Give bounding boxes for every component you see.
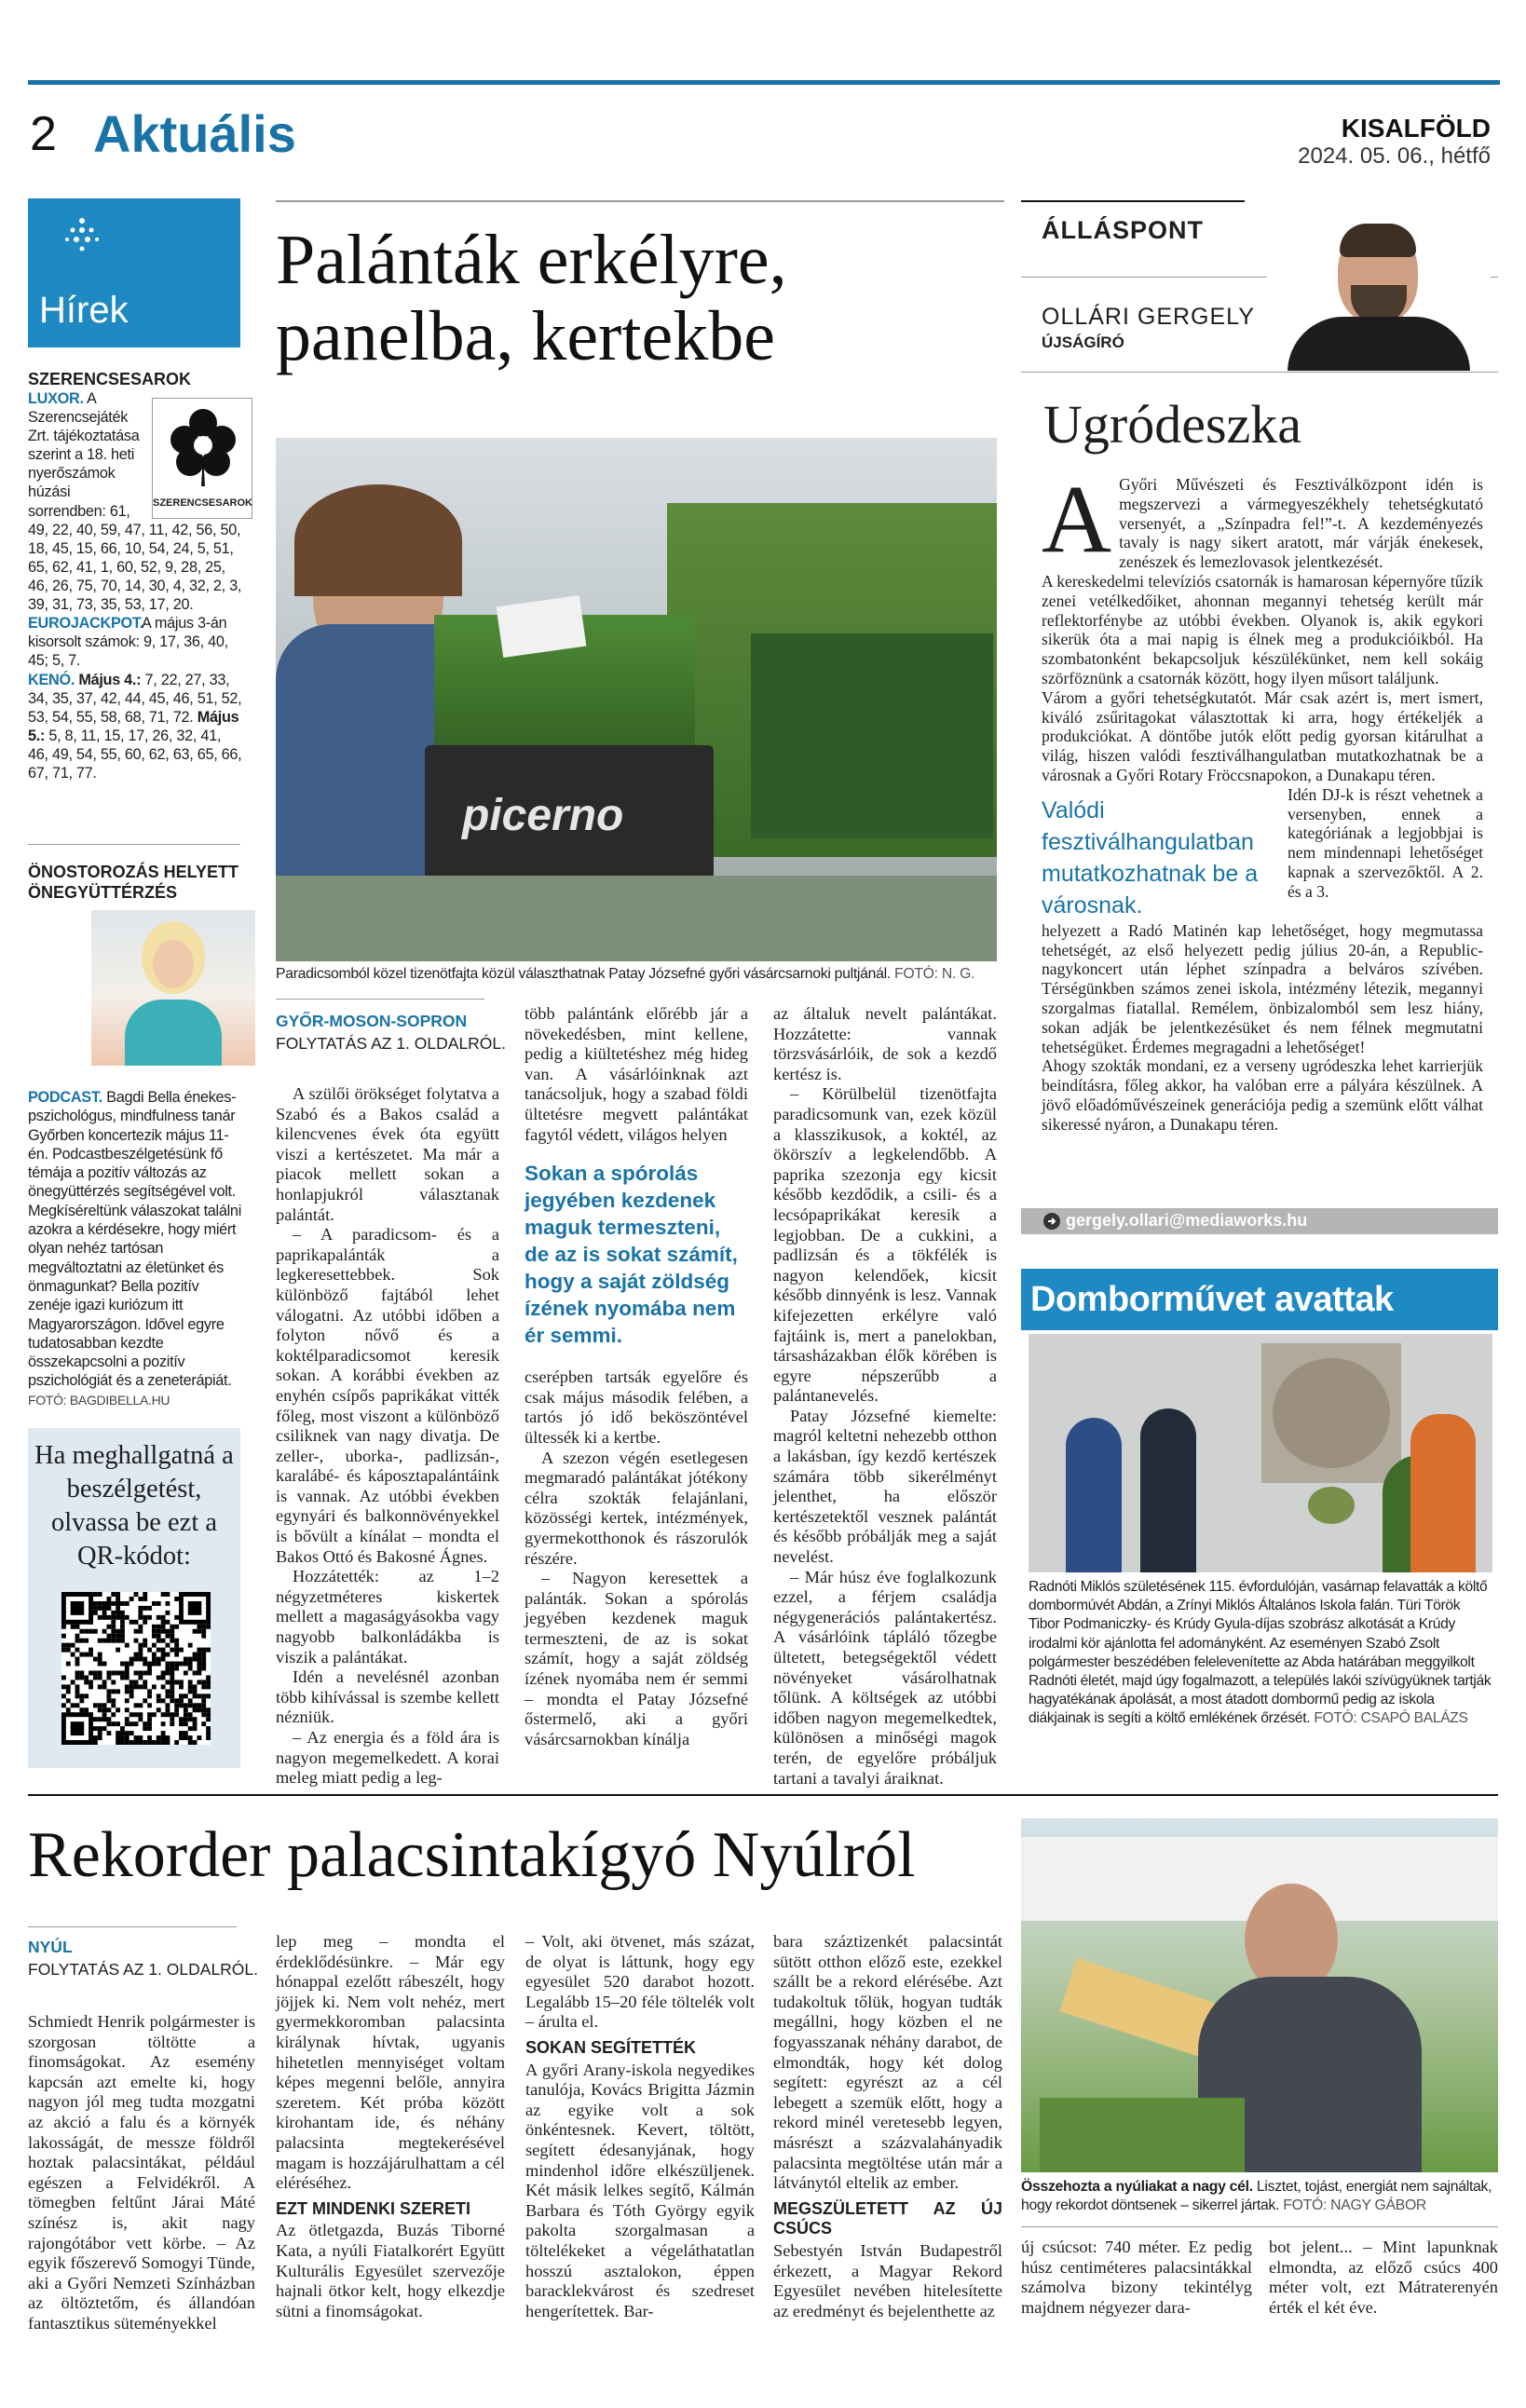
podcast-credit: FOTÓ: BAGDIBELLA.HU xyxy=(28,1392,170,1408)
luxor-label: LUXOR. xyxy=(28,390,84,407)
allaspont-intro: Győri Művészeti és Fesztiválközpont idén is megszervezi a vármegyeszékhely tehetségkutató versenyét, a „Színpadra fel!”-t. A kezdeményezés tavaly is nagy sikert aratott, már várják énekesek, zenészek és lemezlovasok jelentkezését. xyxy=(1119,475,1483,572)
bottom-headline: Rekorder palacsintakígyó Nyúlról xyxy=(28,1819,916,1891)
divider xyxy=(28,844,240,845)
hirek-box xyxy=(28,198,240,347)
allaspont-body xyxy=(1042,466,1483,1135)
keno-nums2: 5, 8, 11, 15, 17, 26, 32, 41, 46, 49, 54, 55, 60, 62, 63, 65, 66, 67, 71, 77. xyxy=(28,727,242,782)
allaspont-label: ÁLLÁSPONT xyxy=(1042,216,1204,244)
main-caption-text: Paradicsomból közel tizenötfajta közül választhatnak Patay Józsefné győri vásárcsarnoki pultjánál. xyxy=(276,966,891,982)
main-col1-p2: – A paradicsom- és a paprikapalánták a legkeresettebbek. Sok különböző fajtából lehet válogatni. Az utóbbi időben a folyton nővő és a koktélparadicsomot keresik sokan. A korábbi években az enyhén csípős paprikákat vitték főleg, most viszont a különböző csiliknek van nagy divatja. De zeller-, uborka-, padlizsán-, karalábé- és káposztapalántáink is vannak. Az utóbbi években egynyári és balkonnövényekkel is bővült a kínálat – mondta el Bakos Ottó és Bakosné Ágnes. xyxy=(276,1225,499,1566)
section-title: Aktuális xyxy=(93,104,296,163)
author-email[interactable]: gergely.ollari@mediaworks.hu xyxy=(1066,1211,1308,1230)
bottom-col2-p2: Az ötletgazda, Buzás Tiborné Kata, a nyúli Fiatalkorért Együtt Kulturális Egyesület szervezője hajnali ötkor kelt, hogy elkezdje sütni a finomságokat. xyxy=(276,2221,505,2320)
dombormu-banner xyxy=(1021,1269,1498,1330)
main-caption xyxy=(276,965,1002,984)
bottom-col1-p1: Schmiedt Henrik polgármester is szorgosan töltötte a finomságokat. Az esemény kapcsán azt emelte ki, hogy nagyon jól meg tudta mozgatni az akció a falu és a környék lakosságát, de messze földről hoztak palacsintákat, például egészen a Felvidékről. A tömegben feltűnt Járai Máté színész is, akit nagy rajongótábor vett körbe. – Az egyik főszerevő Somogyi Tünde, aki a Győri Nemzeti Színházban az öltöztetőm, és állandóan fantasztikus süteményekkel xyxy=(28,2012,255,2333)
main-col3-p4: – Már húsz éve foglalkozunk ezzel, a férjem családja négygenerációs palántakertész. A vásárlóink tápláló tőzegbe ültetett, betegségektől védett növényeket vásárolhatnak tőlünk. A költségek az utóbbi időben nagyon megemelkedtek, különösen a minőségi magok terén, de egyelőre próbáljuk tartani a tavalyi áraiknat. xyxy=(773,1567,997,1788)
main-col1-p3: Hozzátették: az 1–2 négyzetméteres kiskertek mellett a magaságyásokba vagy nagyobb balkonládákba is viszik a palántákat. xyxy=(276,1567,499,1667)
keno-nums1: 7, 22, 27, 33, 34, 35, 37, 42, 44, 45, 46, 51, 52, 53, 54, 55, 58, 68, 71, 72. xyxy=(28,671,242,726)
keno-label: KENÓ. xyxy=(28,671,75,688)
allaspont-author: OLLÁRI GERGELY xyxy=(1042,304,1255,330)
qr-code[interactable] xyxy=(61,1592,211,1745)
arrow-circle-icon xyxy=(1043,1213,1060,1230)
bottom-continued: FOLYTATÁS AZ 1. OLDALRÓL. xyxy=(28,1960,259,1979)
dombormu-credit: FOTÓ: CSAPÓ BALÁZS xyxy=(1314,1710,1468,1727)
allaspont-p3: helyezett a Radó Matinén kap lehetőséget, hogy megmutassa tehetségét, az első helyezett pedig július 20-án, a Republic-nagykoncert után léphet színpadra a belváros szívében. Térségünkben számos zenei iskola, intézmény létezik, megannyi szorgalmas fiatallal. Remélem, önbizalomból sem lesz hiány, sokan adják be jelentkezésüket és nem félnek megmutatni tehetségüket. Érdemes megragadni a lehetőséget! xyxy=(1042,920,1483,1056)
main-continued: FOLYTATÁS AZ 1. OLDALRÓL. xyxy=(276,1034,507,1053)
bottom-col2-p1: lep meg – mondta el érdeklődésünkre. – Már egy hónappal ezelőtt rábeszélt, hogy jöjjek ki. Nem volt nehéz, mert gyermekkoromban palacsinta királynak hívtak, ugyanis hihetetlen mennyiséget voltam képes megenni belőle, annyira szeretem. Két próba között kirohantam ide, és néhány palacsinta megtekerésével magam is hozzájárulhattam a cél eléréséhez. xyxy=(276,1932,505,2193)
dombormu-caption xyxy=(1029,1578,1494,1729)
page-number: 2 xyxy=(30,107,57,161)
podcast-text: Bagdi Bella énekes-pszichológus, mindfulness tanár Győrben koncertezik május 11-én. Podcastbeszélgetésünk fő témája a pozitív változás az önegyüttérzés segítségével volt. Megkíséreltünk válaszokat találni azokra a kérdésekre, hogy miért olyan nehéz tartósan megváltoztatni az életünket és önmagunkat? Bella pozitív zenéje igazi kuriózum itt Magyarországon. Idővel egyre tudatosabban kezdte összekapcsolni a pozitív pszichológiát és a zeneterápiát. xyxy=(28,1089,242,1390)
bottom-col4 xyxy=(773,1932,1002,2321)
bagdi-bella-photo xyxy=(91,910,255,1066)
palacsinta-credit: FOTÓ: NAGY GÁBOR xyxy=(1283,2197,1427,2214)
allaspont-p2b: Idén DJ-k is részt vehetnek a versenyben, ennek a kategóriának a legjobbjai is nem mindennapi lehetőséget kapnak a szervezőktől. A 2. és a 3. xyxy=(1288,784,1483,901)
qr-text: Ha meghallgatná a beszélgetést, olvassa be ezt a QR-kódot: xyxy=(34,1441,234,1571)
bottom-col3-subhead: SOKAN SEGÍTETTÉK xyxy=(525,2037,697,2057)
divider xyxy=(28,1794,1498,1796)
bottom-col2 xyxy=(276,1932,505,2321)
palacsinta-caption-text: Lisztet, tojást, energiát nem sajnáltak, hogy rekordot döntsenek – sikerrel jártak. xyxy=(1021,2179,1492,2214)
main-col3 xyxy=(773,1004,997,1789)
bottom-col3-p2: A győri Arany-iskola negyedikes tanulója, Kovács Brigitta Jázmin az egyike volt a sok önkéntesnek. Kevert, töltött, segített édesanyjának, hogy mindenhol időre elkészüljenek. Két másik lelkes segítő, Kálmán Barbara és Tóth György egyik pakolta szorgalmasan a töltelékeket a végeláthatatlan hosszú asztalokon, éppen baracklekvárost és szedreset hengerítettek. Bar- xyxy=(525,2060,755,2320)
bottom-col4-p1: bara száztizenkét palacsintát sütött otthon előző este, ezekkel szállt be a rekord elérésébe. Azt tudakoltuk tőlük, hogyan tudták megállni, hogy közben el ne fogyasszanak néhány darabot, de elmondták, hogy két dolog segített: egyrészt az a cél lebegett a szemük előtt, hogy a rekord minél veretesebb legyen, másrészt a százvalahányadik palacsinta megtöltése után már a látványtól eltelik az ember. xyxy=(773,1932,1002,2193)
allaspont-role: ÚJSÁGÍRÓ xyxy=(1042,333,1124,351)
main-col1 xyxy=(276,1084,499,1789)
divider xyxy=(276,200,1004,202)
dombormu-photo xyxy=(1029,1334,1492,1572)
main-headline: Palánták erkélyre, panelba, kertekbe xyxy=(276,221,787,375)
main-col2 xyxy=(525,1004,748,1749)
main-col1-p1: A szülői örökséget folytatva a Szabó és a Bakos család a kilencvenes évek óta együtt viszi a kertészetet. Ma már a piacok mellett sokan a honlapjukról választanak palántát. xyxy=(276,1084,499,1224)
szerencsesarok-title: SZERENCSESAROK xyxy=(28,370,192,388)
main-col3-p3: Patay Józsefné kiemelte: magról keltetni nehezebb otthon a lakásban, így kezdő kertészek számára több sikerélményt jelenthet, ha először kertészetektől vesznek palántát és később próbálják meg a saját nevelést. xyxy=(773,1406,997,1567)
hirek-label: Hírek xyxy=(39,290,129,331)
palacsinta-photo xyxy=(1021,1818,1498,2172)
allaspont-p4: Ahogy szokták mondani, ez a verseny ugródeszka lehet karrierjük beindításra, főleg akkor, ha valóban erre a pályára készülnek. A jövő előadóművészeinek generációja pedig a szemünk előtt válhat sikeressé nyáron, a Dunakapu téren. xyxy=(1042,1056,1483,1134)
bottom-col3 xyxy=(525,1932,755,2321)
szerencsesarok-body xyxy=(28,389,244,782)
main-col1-p5: – Az energia és a föld ára is nagyon megemelkedett. A korai meleg miatt pedig a leg- xyxy=(276,1728,499,1788)
szerencsesarok-logo-label: SZERENCSESAROK xyxy=(153,497,252,509)
main-col2-p2: cserépben tartsák egyelőre és csak május második felében, a tartós jó idő beköszöntével ültessék ki a kertbe. xyxy=(525,1367,748,1447)
issue-date: 2024. 05. 06., hétfő xyxy=(1298,143,1491,169)
main-col1-p4: Idén a nevelésnél azonban több kihívással is szembe kellett nézniük. xyxy=(276,1667,499,1727)
main-pullquote: Sokan a spórolás jegyében kezdenek maguk termeszteni, de az is sokat számít, hogy a saját zöldség ízének nyomába nem ér semmi. xyxy=(525,1162,738,1348)
dots-icon xyxy=(63,217,101,254)
keno-day2: Május 5.: xyxy=(28,708,239,744)
bottom-col6 xyxy=(1269,2238,1498,2318)
podcast-body xyxy=(28,1088,244,1409)
palacsinta-caption xyxy=(1021,2178,1498,2215)
divider xyxy=(28,1926,237,1927)
divider xyxy=(276,999,484,1000)
bottom-col5-p1: új csúcsot: 740 méter. Ez pedig húsz centiméteres palacsintákkal számolva bizony tekintélyg majdnem négyezer dara- xyxy=(1021,2238,1252,2317)
allaspont-p2: Várom a győri tehetségkutatót. Már csak azért is, mert ismert, kiváló zsűritagokat választottak ki arra, hogy értékeljék a produkciókat. A döntőbe jutók előtt pedig gyorsan kitárulhat a világ, hiszen valódi fesztiválhangulatban mutatkozhatnak be a városnak a Győri Rotary Fröccsnapokon, a Dunakapu téren. xyxy=(1042,687,1483,784)
podcast-label: PODCAST. xyxy=(28,1089,102,1106)
main-col3-p2: – Körülbelül tizenötfajta paradicsomunk van, ezek közül a klasszikusok, a koktél, az ökörszív a legkelendőbb. A paprika szezonja egy kicsit később kezdődik, a csili- és a lecsópaprikákat keresik a legjobban. De a cukkini, a padlizsán és a tökfélék is nagyon kelendőek, kicsit később dinnyénk is lesz. Vannak kifejezetten erkélyre való fajtáink is, mert a panelokban, társasházakban élők körében is egyre népszerűbb a palántanevelés. xyxy=(773,1084,997,1406)
bottom-col1 xyxy=(28,2012,255,2334)
seedlings-photo xyxy=(276,438,997,961)
bottom-col4-subhead: MEGSZÜLETETT AZ ÚJ CSÚCS xyxy=(773,2198,1002,2238)
keno-day1: Május 4.: xyxy=(78,671,142,688)
author-photo xyxy=(1267,212,1491,371)
qr-box xyxy=(28,1428,240,1768)
bottom-col5 xyxy=(1021,2238,1252,2318)
main-col2-p1: több palántánk előrébb jár a növekedésben, mint kellene, pedig a kiültetéshez még hideg van. A vásárlóinknak azt tanácsoljuk, hogy a szabad földi ültetésre megvett palántákat fagytól védett, világos helyen xyxy=(525,1004,748,1144)
euro-text: A május 3-án kisorsolt számok: 9, 17, 36, 40, 45; 5, 7. xyxy=(28,615,228,670)
bottom-col2-subhead: EZT MINDENKI SZERETI xyxy=(276,2198,471,2218)
allaspont-dropcap: A xyxy=(1042,466,1112,573)
allaspont-p1: A kereskedelmi televíziós csatornák is hamarosan képernyőre tűzik zenei vetélkedőiket, ahonnan megannyi tehetség került már reflektorfénybe az utóbbi években. Olyanok is, akik egykori sikerük óta a mai napig is élnek meg a produkcióikból. Ha szombatonként bekapcsoljuk készülékünket, nem kell sokáig szörföznünk a csatornák között, hogy ilyen műsort találjunk. xyxy=(1042,571,1483,687)
divider xyxy=(1021,2226,1498,2227)
bottom-col3-p1: – Volt, aki ötvenet, más százat, de olyat is láttunk, hogy egy egyesület 520 darabot hozott. Legalább 15–20 féle töltelék volt – árulta el. xyxy=(525,1932,755,2032)
euro-label: EUROJACKPOT. xyxy=(28,615,143,633)
main-col2-p4: – Nagyon keresettek a palánták. Sokan a spórolás jegyében kezdenek maguk termeszteni, de az is sokat számít, hogy a saját zöldség ízének nyomába nem ér semmi – mondta el Patay Józsefné őstermelő, aki a győri vásárcsarnokban kínálja xyxy=(525,1569,748,1748)
luxor-text: A Szerencsejáték Zrt. tájékoztatása szerint a 18. heti nyerőszámok húzási sorrendben: 61, 49, 22, 40, 59, 47, 11, 42, 56, 50, 18, 45, 15, 66, 10, 54, 24, 5, 51, 65, 62, 41, 1, 60, 52, 9, 28, 25, 46, 26, 75, 70, 14, 30, 4, 32, 2, 3, 39, 31, 73, 35, 53, 17, 20. xyxy=(28,390,242,614)
main-col3-p1: az általuk nevelt palántákat. Hozzátette: vannak törzsvásárlóik, de sok a kezdő kertész is. xyxy=(773,1004,997,1083)
email-bar[interactable] xyxy=(1021,1208,1498,1234)
main-caption-credit: FOTÓ: N. G. xyxy=(893,966,975,982)
allaspont-pullquote: Valódi fesztiválhangulatban mutatkozhatnak be a városnak. xyxy=(1042,796,1259,918)
main-location: GYŐR-MOSON-SOPRON xyxy=(276,1012,468,1030)
divider xyxy=(1021,372,1498,373)
header-rule xyxy=(28,80,1500,85)
dombormu-title: Domborművet avattak xyxy=(1030,1280,1394,1319)
crate-text: picerno xyxy=(462,791,624,840)
dombormu-caption-text: Radnóti Miklós születésének 115. évfordulóján, vasárnap felavatták a költő dombormúvét Abdán, a Zrínyi Miklós Általános Iskola falán. Türi Török Tibor Podmaniczky- és Krúdy Gyula-díjas szobrász alkotását a Krúdy irodalmi kör ajánlotta fel adományként. Az eseményen Szabó Zsolt polgármester beszédében felelevenítette az Abda határában meggyilkolt Radnóti életét, majd úgy fogalmazott, a település lakói szívügyüknek tartják hagyatékának ápolását, a most átadott dombormű pedig az iskola diákjainak is segíti a költő emlékének őrzését. xyxy=(1029,1579,1492,1727)
main-col2-p3: A szezon végén esetlegesen megmaradó palántákat jótékony célra szokták felajánlani, közösségi kertek, intézmények, gyermekotthonok és rászorulók részére. xyxy=(525,1448,748,1568)
bottom-location: NYÚL xyxy=(28,1938,73,1956)
palacsinta-caption-bold: Összehozta a nyúliakat a nagy cél. xyxy=(1021,2179,1253,2195)
bottom-col4-p2: Sebestyén István Budapestről érkezett, a Magyar Rekord Egyesület nevében hitelesítette az eredményt és bejelenthette az xyxy=(773,2240,1002,2320)
onostorozas-title: ÖNOSTOROZÁS HELYETT ÖNEGYÜTTÉRZÉS xyxy=(28,863,239,902)
paper-name: KISALFÖLD xyxy=(1341,114,1491,143)
divider xyxy=(1021,200,1245,202)
bottom-col6-p1: bot jelent... – Mint lapunknak elmondta, az előző csúcs 400 méter volt, ezt Mátraterenyén érték el két éve. xyxy=(1269,2238,1498,2317)
allaspont-title: Ugródeszka xyxy=(1043,394,1302,455)
